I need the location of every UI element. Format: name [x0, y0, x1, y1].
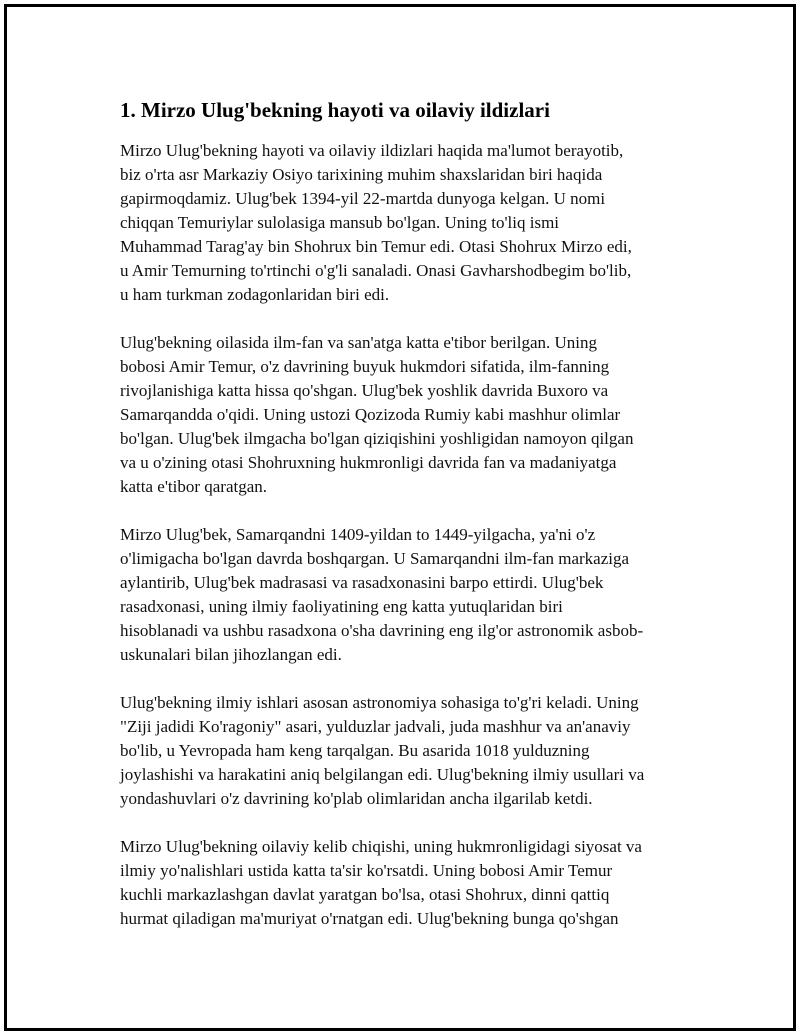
paragraph-4: [120, 691, 700, 811]
section-heading: 1. Mirzo Ulug'bekning hayoti va oilaviy ildizlari: [120, 98, 550, 122]
text-line: Mirzo Ulug'bek, Samarqandni 1409-yildan to 1449-yilgacha, ya'ni o'z: [120, 525, 596, 544]
text-line: kuchli markazlashgan davlat yaratgan bo'lsa, otasi Shohrux, dinni qattiq: [120, 885, 610, 904]
text-line: gapirmoqdamiz. Ulug'bek 1394-yil 22-martda dunyoga kelgan. U nomi: [120, 189, 606, 208]
text-line: hurmat qiladigan ma'muriyat o'rnatgan edi. Ulug'bekning bunga qo'shgan: [120, 909, 619, 928]
text-line: bo'lib, u Yevropada ham keng tarqalgan. Bu asarida 1018 yulduzning: [120, 741, 590, 760]
text-line: uskunalari bilan jihozlangan edi.: [120, 645, 342, 664]
text-line: u ham turkman zodagonlaridan biri edi.: [120, 285, 390, 304]
text-line: bo'lgan. Ulug'bek ilmgacha bo'lgan qiziqishini yoshligidan namoyon qilgan: [120, 429, 634, 448]
text-line: ilmiy yo'nalishlari ustida katta ta'sir ko'rsatdi. Uning bobosi Amir Temur: [120, 861, 613, 880]
text-line: katta e'tibor qaratgan.: [120, 477, 268, 496]
text-line: Ulug'bekning ilmiy ishlari asosan astronomiya sohasiga to'g'ri keladi. Uning: [120, 693, 639, 712]
text-line: aylantirib, Ulug'bek madrasasi va rasadxonasini barpo ettirdi. Ulug'bek: [120, 573, 604, 592]
text-line: chiqqan Temuriylar sulolasiga mansub bo'lgan. Uning to'liq ismi: [120, 213, 560, 232]
paragraph-1: [120, 139, 700, 307]
text-line: Ulug'bekning oilasida ilm-fan va san'atga katta e'tibor berilgan. Uning: [120, 333, 598, 352]
text-line: o'limigacha bo'lgan davrda boshqargan. U Samarqandni ilm-fan markaziga: [120, 549, 630, 568]
text-line: bobosi Amir Temur, o'z davrining buyuk hukmdori sifatida, ilm-fanning: [120, 357, 610, 376]
text-line: hisoblanadi va ushbu rasadxona o'sha davrining eng ilg'or astronomik asbob-: [120, 621, 644, 640]
text-line: Mirzo Ulug'bekning hayoti va oilaviy ildizlari haqida ma'lumot berayotib,: [120, 141, 624, 160]
text-line: Mirzo Ulug'bekning oilaviy kelib chiqishi, uning hukmronligidagi siyosat va: [120, 837, 642, 856]
text-line: yondashuvlari o'z davrining ko'plab olimlaridan ancha ilgarilab ketdi.: [120, 789, 593, 808]
text-line: joylashishi va harakatini aniq belgilangan edi. Ulug'bekning ilmiy usullari va: [120, 765, 645, 784]
text-line: rivojlanishiga katta hissa qo'shgan. Ulug'bek yoshlik davrida Buxoro va: [120, 381, 609, 400]
text-line: Samarqandda o'qidi. Uning ustozi Qozizoda Rumiy kabi mashhur olimlar: [120, 405, 621, 424]
text-line: "Ziji jadidi Ko'ragoniy" asari, yulduzlar jadvali, juda mashhur va an'anaviy: [120, 717, 631, 736]
paragraph-5: [120, 835, 700, 931]
paragraph-3: [120, 523, 700, 667]
text-line: va u o'zining otasi Shohruxning hukmronligi davrida fan va madaniyatga: [120, 453, 617, 472]
text-line: Muhammad Tarag'ay bin Shohrux bin Temur edi. Otasi Shohrux Mirzo edi,: [120, 237, 632, 256]
paragraph-2: [120, 331, 700, 499]
text-line: biz o'rta asr Markaziy Osiyo tarixining muhim shaxslaridan biri haqida: [120, 165, 603, 184]
page-frame: [4, 4, 796, 1031]
text-line: u Amir Temurning to'rtinchi o'g'li sanaladi. Onasi Gavharshodbegim bo'lib,: [120, 261, 632, 280]
text-line: rasadxonasi, uning ilmiy faoliyatining eng katta yutuqlaridan biri: [120, 597, 563, 616]
document-body: [120, 97, 700, 955]
